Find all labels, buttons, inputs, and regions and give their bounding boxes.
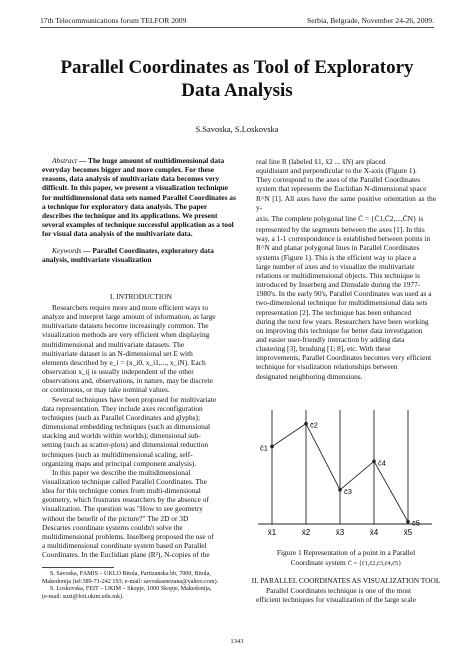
right-column-line: R^N [1]. All axes have the same positive orientation as the y- [256,193,436,212]
introduction-line: a multidimensional coordinate system based on Parallel [42,541,207,551]
footnote-rule [42,567,114,568]
keywords-text: — Parallel Coordinates, exploratory data [83,246,214,255]
right-column-line: improvements, Parallel Coordinates becomes very efficient [256,353,432,363]
footnote-line: Makedonija (tel:389-71-242 193; e-mail: savoskasnezana@yahoo.com). [42,578,219,585]
right-column-line: real line R (labeled x̄1, x̄2 ... x̄N) are placed [256,157,386,166]
right-column-line: during the next few years. Researchers have been working [256,316,429,326]
abstract-line: a technique for exploratory data analysis. The paper [42,201,208,211]
page-number: 1343 [230,638,244,645]
keywords-label: Keywords [52,246,82,255]
introduction-line: observation x_ij is usually independent of the other [42,367,194,377]
section-2-line: Parallel Coordinates technique is one of the most [266,586,412,595]
right-column-line: system that represents the Euclidian N-dimensional space [256,184,427,194]
introduction-line: organizing maps and principal component analysis). [42,458,197,468]
running-header-right: Serbia, Belgrade, November 24-26, 2009. [307,16,434,25]
right-column-line: technique for visulization relationships between [256,362,398,372]
introduction-line: Several techniques have been proposed for multivariate [52,394,217,404]
figure-point [338,488,342,492]
figure-polyline-segment [306,424,340,490]
figure-caption-formula: C̄ = {c̄1,c̄2,c̄3,c̄4,c̄5} [347,560,402,568]
header-rule [40,27,434,28]
right-column-line: and easier user-friendly interaction by adding data [256,334,405,344]
introduction-line: or continuous, or may take nominal values. [42,385,170,395]
right-column-line: equidistant and perpendicular to the X-axis (Figure 1). [256,166,417,176]
abstract-line: reasons, data analysis of multivariate data becomes very [42,174,220,184]
keywords [42,246,240,264]
abstract-label: Abstract [52,156,78,165]
introduction-line: data representation. They include axes reconfiguration [42,403,203,413]
figure-point-label: c̄3 [344,486,352,496]
right-column-line: represented by the segments between the axes [1]. In this [256,225,425,235]
introduction-line: techniques (such as Parallel Coordinates and glyphs); [42,412,201,422]
abstract-line: — The huge amount of multidimensional data [78,156,225,165]
parallel-coordinates-figure [250,402,440,542]
introduction-line: analyze and interpret large amount of information, as large [42,312,216,322]
abstract-line: describes the technique and its applications. We present [42,210,218,220]
footnote-line: (e-mail: suzi@feit.ukim.edu.mk). [42,593,124,600]
figure-polyline-segment [272,424,306,447]
figure-point-label: c̄5 [412,518,420,528]
figure-point-label: c̄2 [310,420,318,430]
right-column-line: on improving this technique for better data investigation [256,325,423,335]
figure-point [372,460,376,464]
paper-title-line-2: Data Analysis [181,80,293,101]
section-heading-parallel-coordinates: II. PARALLEL COORDINATES AS VISUALIZATION TOOL [251,576,441,585]
introduction-line: setting (such as scatter-plots) and dimensional reduction [42,440,209,450]
introduction-line: multidimensional and multivariate datasets. The [42,339,185,349]
paper-title [40,56,434,102]
figure-point-label: c̄1 [260,443,268,453]
right-column-line: clustering [3], brushing [1; 8], etc. With these [256,344,391,354]
running-header-left: 17th Telecommunications forum TELFOR 2009 [40,16,187,25]
figure-axis-label: x̄2 [301,528,311,537]
figure-caption [256,548,436,568]
right-column-line: They correspond to the axes of the Parallel Coordinates [256,175,421,185]
section-heading-introduction: I. INTRODUCTION [110,292,172,301]
introduction-line: geometry, which frustrates researchers by the absence of [42,495,209,505]
figure-point [304,422,308,426]
footnotes [42,571,240,601]
right-column-line: relations or multidimensional objects. This technique is [256,270,420,280]
introduction-line: multidimensional problems. Inselberg proposed the use of [42,531,214,541]
figure-point [406,520,410,524]
abstract-line: for multidimensional data sets named Parallel Coordinates as [42,192,236,202]
introduction-line: dimensional embedding techniques (such as dimensional [42,422,211,432]
introduction-line: multivariate dataset is an N-dimensional set E with [42,348,193,358]
introduction-line: In this paper we describe the multidimensional [52,467,191,477]
introduction-line: visualization. The question was "How to see geometry [42,504,203,514]
right-column-line: way, a 1-1 correspondence is established between points in [256,234,431,244]
abstract-line: difficult. In this paper, we present a visualization technique [42,183,229,193]
introduction-line: visualization methods are very efficient when displaying [42,330,210,340]
introduction-line: Researchers require more and more efficient ways to [52,303,209,312]
section-2-body [256,586,436,604]
right-column-line: systems (Figure 1). This is the efficient way to place a [256,252,417,262]
introduction-line: idea for this technique comes from multi-dimensional [42,486,201,496]
figure-axis-label: x̄1 [267,528,277,537]
paper-title-line-1: Parallel Coordinates as Tool of Exploratory [60,57,414,78]
abstract-line: several examples of technique successful application as a tool [42,220,234,230]
right-column-line: R^N and planar polygonal lines in Parallel Coordinates [256,243,420,253]
right-column-line: axis. The complete polygonal line C̄ = {C̄1,C̄2,...,C̄N} is [256,213,424,223]
figure-axis-label: x̄3 [335,528,345,537]
figure-caption-line-1: Figure 1 Representation of a point in a Parallel [276,548,416,557]
introduction-line: Descartes coordinate systems couldn't solve the [42,522,183,532]
authors: S.Savoska, S.Loskovska [195,124,279,134]
right-column-line: 1980's. In the early 90's, Parallel Coordinates was used as a [256,289,432,299]
right-column-line: representation [2]. The technique has been enhanced [256,307,412,317]
introduction-line: visualization technique called Parallel Coordinates. The [42,476,207,486]
abstract-line: everyday becomes bigger and more complex. For these [42,165,215,175]
introduction-body [42,303,240,559]
figure-caption-line-2: Coordinate system [290,558,346,568]
right-column-line: introduced by Inserberg and Dimsdale during the 1977- [256,280,421,290]
introduction-line: Coordinates. In the Euclidian plane (R²), N-copies of the [42,550,210,560]
introduction-line: observations and, observations, in nature, may be discrete [42,376,213,386]
introduction-line: elements described by e_i = (x_i0, x_i1,..., x_iN). Each [42,357,206,367]
figure-point [270,445,274,449]
right-column-line: two-dimensional technique for multidimensional data sets [256,298,428,308]
section-2-line: efficient techniques for visualization of the large scale [256,595,416,605]
footnote-line: S. Loskovska, FEIT – UKIM – Skopje, 1000 Skopje, Makedonija, [50,586,212,593]
right-column-body [256,157,436,381]
introduction-line: without the benefit of the picture?" The 2D or 3D [42,513,189,523]
introduction-line: multivariate datasets become increasingly common. The [42,321,209,331]
figure-polyline-segment [340,461,374,490]
introduction-line: stacking and worlds within worlds); dimensional sub- [42,431,201,441]
right-column-line: large number of axes and to visualize the multivariate [256,261,415,271]
figure-axis-label: x̄4 [369,528,379,537]
figure-axis-label: x̄5 [403,528,413,537]
introduction-line: techniques (such as multidimensional scaling, self- [42,449,193,459]
abstract [42,156,240,238]
right-column-line: designated neighboring dimensions. [256,371,363,381]
abstract-line: for visual data analysis of the multivariate data. [42,229,193,239]
keywords-text: analysis, multivariate visualization [42,255,152,265]
figure-point-label: c̄4 [378,458,386,468]
footnote-line: S. Savoska, FAMIS – UKLO Bitola, Partizanska bb, 7000, Bitola, [50,571,211,577]
figure-polyline-segment [374,461,408,521]
